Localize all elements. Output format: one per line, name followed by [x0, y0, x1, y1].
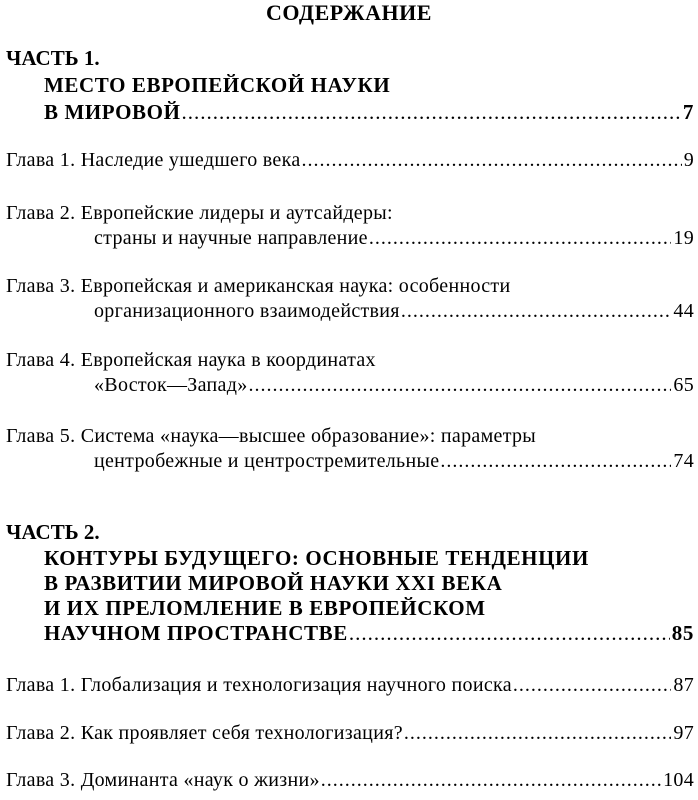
chapter-title: Европейская наука в координатах — [80, 349, 376, 371]
chapter-prefix: Глава 3. — [6, 769, 76, 791]
part-1-title-line-2: В МИРОВОЙ — [44, 100, 181, 124]
chapter-title: Европейская и американская наука: особенности — [80, 275, 511, 297]
chapter-title-continuation: центробежные и центростремительные — [94, 450, 440, 472]
chapter-prefix: Глава 2. — [6, 722, 76, 744]
chapter-entry[interactable] — [6, 721, 694, 745]
chapter-prefix: Глава 1. — [6, 674, 76, 696]
dot-leader — [401, 299, 672, 323]
part-2-label: ЧАСТЬ 2. — [6, 520, 100, 544]
chapter-prefix: Глава 1. — [6, 149, 76, 171]
dot-leader — [349, 621, 670, 645]
chapter-prefix: Глава 2. — [6, 202, 76, 224]
part-2-title-line-3: И ИХ ПРЕЛОМЛЕНИЕ В ЕВРОПЕЙСКОМ — [44, 596, 486, 620]
page-number: 87 — [673, 674, 694, 696]
chapter-entry[interactable] — [6, 673, 694, 697]
chapter-entry[interactable] — [6, 768, 694, 792]
part-2-title-line-1: КОНТУРЫ БУДУЩЕГО: ОСНОВНЫЕ ТЕНДЕНЦИИ — [44, 546, 589, 570]
chapter-entry-continuation[interactable] — [94, 226, 694, 250]
chapter-title-continuation: организационного взаимодействия — [94, 300, 400, 322]
chapter-title-continuation: «Восток—Запад» — [94, 374, 248, 396]
part-1-title-line-1: МЕСТО ЕВРОПЕЙСКОЙ НАУКИ — [44, 73, 391, 97]
dot-leader — [182, 100, 681, 124]
chapter-entry-continuation[interactable] — [94, 373, 694, 397]
chapter-prefix: Глава 4. — [6, 349, 76, 371]
page-number: 19 — [673, 227, 694, 249]
dot-leader — [513, 673, 671, 697]
part-1-label: ЧАСТЬ 1. — [6, 46, 100, 70]
chapter-entry-continuation[interactable] — [94, 449, 694, 473]
dot-leader — [440, 449, 671, 473]
dot-leader — [249, 373, 672, 397]
dot-leader — [302, 148, 682, 172]
chapter-entry[interactable] — [6, 274, 510, 298]
chapter-title: Европейские лидеры и аутсайдеры: — [80, 202, 393, 224]
page-number: 65 — [673, 374, 694, 396]
part-2-title-line-4: НАУЧНОМ ПРОСТРАНСТВЕ — [44, 621, 348, 645]
page-number: 85 — [671, 621, 694, 645]
page-number: 74 — [673, 450, 694, 472]
page-number: 44 — [673, 300, 694, 322]
chapter-title: Доминанта «наук о жизни» — [80, 769, 320, 791]
page-number: 7 — [682, 100, 694, 124]
page-number: 97 — [673, 722, 694, 744]
chapter-title-continuation: страны и научные направление — [94, 227, 368, 249]
part-1-entry[interactable] — [44, 100, 694, 124]
chapter-entry[interactable] — [6, 348, 376, 372]
dot-leader — [404, 721, 672, 745]
chapter-title: Система «наука—высшее образование»: параметры — [80, 425, 537, 447]
chapter-entry-continuation[interactable] — [94, 299, 694, 323]
chapter-entry[interactable] — [6, 201, 393, 225]
dot-leader — [369, 226, 672, 250]
part-2-title-line-2: В РАЗВИТИИ МИРОВОЙ НАУКИ XXI ВЕКА — [44, 571, 503, 595]
page-number: 9 — [683, 149, 694, 171]
part-2-entry[interactable] — [44, 621, 694, 645]
chapter-prefix: Глава 3. — [6, 275, 76, 297]
page-number: 104 — [663, 769, 694, 791]
chapter-entry[interactable] — [6, 148, 694, 172]
chapter-title: Как проявляет себя технологизация? — [80, 722, 403, 744]
dot-leader — [321, 768, 661, 792]
chapter-title: Глобализация и технологизация научного поиска — [80, 674, 512, 696]
chapter-title: Наследие ушедшего века — [80, 149, 301, 171]
toc-title: СОДЕРЖАНИЕ — [266, 0, 432, 25]
chapter-prefix: Глава 5. — [6, 425, 76, 447]
chapter-entry[interactable] — [6, 424, 536, 448]
